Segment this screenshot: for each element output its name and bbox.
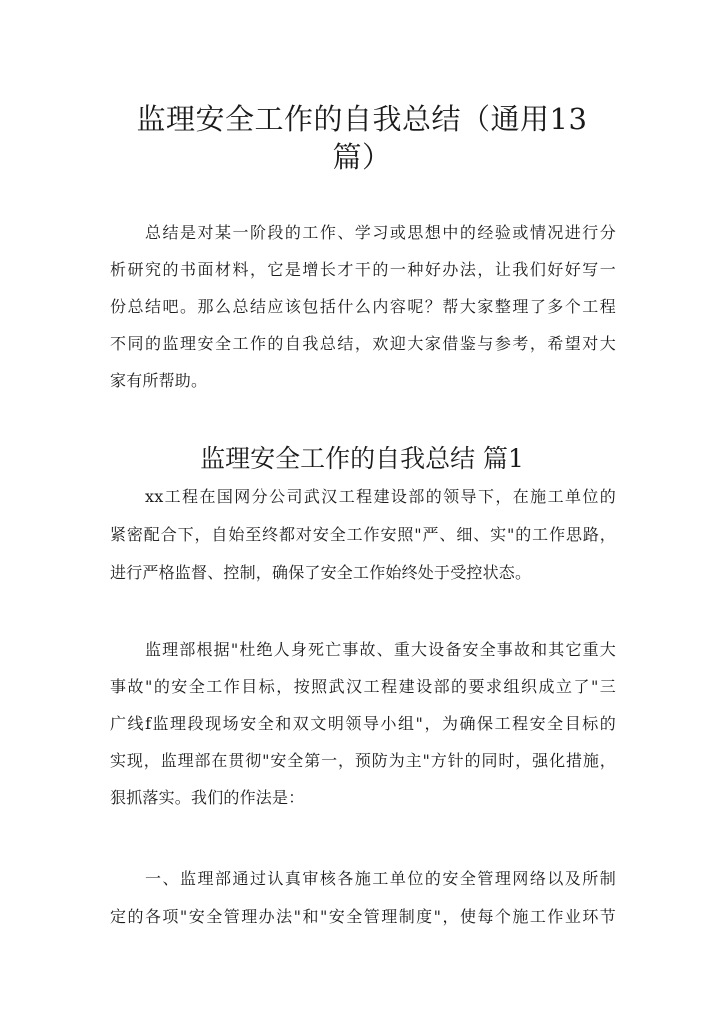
- paragraph-line: xx工程在国网分公司武汉工程建设部的领导下，在施工单位的: [145, 487, 616, 506]
- paragraph-line: 定的各项"安全管理办法"和"安全管理制度"，使每个施工作业环节: [110, 907, 616, 926]
- document-title-line-2: 篇）: [332, 140, 392, 174]
- paragraph-line: 紧密配合下，自始至终都对安全工作安照"严、细、实"的工作思路，: [110, 525, 616, 544]
- paragraph-line: 监理部根据"杜绝人身死亡事故、重大设备安全事故和其它重大: [145, 640, 616, 659]
- intro-line: 析研究的书面材料，它是增长才干的一种好办法，让我们好好写一: [110, 260, 616, 279]
- paragraph-line: 广线f监理段现场安全和双文明领导小组"，为确保工程安全目标的: [110, 714, 616, 733]
- paragraph-line: 实现，监理部在贯彻"安全第一，预防为主"方针的同时，强化措施，: [110, 751, 616, 770]
- document-title-line-1: 监理安全工作的自我总结（通用13: [136, 102, 588, 136]
- paragraph-line: 一、监理部通过认真审核各施工单位的安全管理网络以及所制: [145, 869, 616, 888]
- intro-line: 总结是对某一阶段的工作、学习或思想中的经验或情况进行分: [145, 223, 616, 242]
- section-heading: 监理安全工作的自我总结 篇1: [200, 444, 524, 473]
- intro-line: 份总结吧。那么总结应该包括什么内容呢？帮大家整理了多个工程: [110, 297, 616, 316]
- paragraph-line: 进行严格监督、控制，确保了安全工作始终处于受控状态。: [110, 563, 532, 582]
- intro-line: 家有所帮助。: [110, 371, 208, 390]
- paragraph-line: 事故"的安全工作目标，按照武汉工程建设部的要求组织成立了"三: [110, 677, 616, 696]
- paragraph-line: 狠抓落实。我们的作法是：: [110, 788, 305, 807]
- intro-line: 不同的监理安全工作的自我总结，欢迎大家借鉴与参考，希望对大: [110, 334, 616, 353]
